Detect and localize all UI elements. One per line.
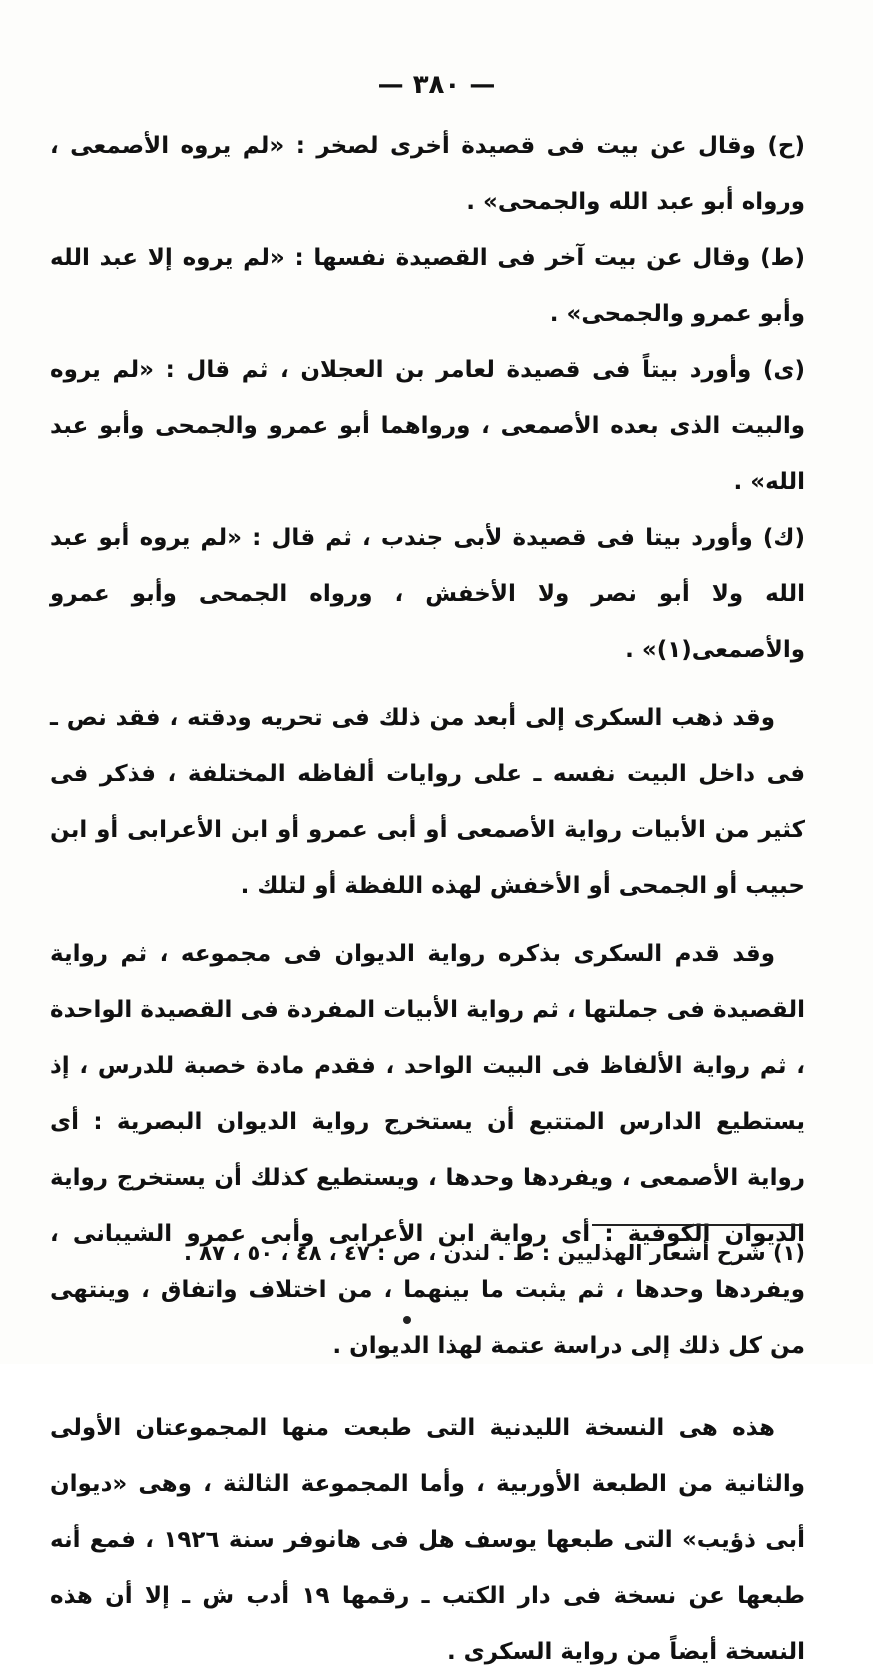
footnote: (١) شرح أشعار الهذليين : ط . لندن ، ص : ٤٧ ، ٤٨ ، ٥٠ ، ٨٧ . — [184, 1241, 805, 1265]
page-number: — ٣٨٠ — — [377, 70, 496, 100]
footnote-divider — [592, 1224, 800, 1226]
paragraph-ya: (ى) وأورد بيتاً فى قصيدة لعامر بن العجلان ، ثم قال : «لم يروه والبيت الذى بعده الأصمعى ، ورواهما أبو عمرو والجمحى وأبو عبد الله» . — [50, 357, 805, 495]
paragraph-kaf: (ك) وأورد بيتا فى قصيدة لأبى جندب ، ثم قال : «لم يروه أبو عبد الله ولا أبو نصر ولا الأخفش ، ورواه الجمحى وأبو عمرو والأصمعى(١)» . — [50, 525, 805, 663]
paragraph-sukkari-method: وقد قدم السكرى بذكره رواية الديوان فى مجموعه ، ثم رواية القصيدة فى جملتها ، ثم رواية الأبيات المفردة فى القصيدة الواحدة ، ثم رواية الألفاظ فى البيت الواحد ، فقدم مادة خصبة للدرس ، إذ يستطيع الدارس المتتبع أن يستخرج رواية الديوان البصرية : أى رواية الأصمعى ، ويفردها وحدها ، ويستطيع كذلك أن يستخرج رواية الديوان الكوفية : أى رواية ابن الأعرابى وأبى عمرو الشيبانى ، ويفردها وحدها ، ثم يثبت ما بينهما ، من اختلاف واتفاق ، وينتهى من كل ذلك إلى دراسة عتمة لهذا الديوان . — [50, 941, 805, 1359]
paragraph-ha: (ح) وقال عن بيت فى قصيدة أخرى لصخر : «لم يروه الأصمعى ، ورواه أبو عبد الله والجمحى» . — [50, 133, 805, 215]
page-mark-dot — [403, 1316, 411, 1324]
paragraph-ta: (ط) وقال عن بيت آخر فى القصيدة نفسها : «لم يروه إلا عبد الله وأبو عمرو والجمحى» . — [50, 245, 805, 327]
body-text — [50, 118, 805, 1680]
paragraph-leiden-manuscript: هذه هى النسخة الليدنية التى طبعت منها المجموعتان الأولى والثانية من الطبعة الأوربية ، وأما المجموعة الثالثة ، وهى «ديوان أبى ذؤيب» التى طبعها يوسف هل فى هانوفر سنة ١٩٢٦ ، فمع أنه طبعها عن نسخة فى دار الكتب ـ رقمها ١٩ أدب ش ـ إلا أن هذه النسخة أيضاً من رواية السكرى . — [50, 1415, 805, 1665]
paragraph-sukkari-precision: وقد ذهب السكرى إلى أبعد من ذلك فى تحريه ودقته ، فقد نص ـ فى داخل البيت نفسه ـ على روايات ألفاظه المختلفة ، فذكر فى كثير من الأبيات رواية الأصمعى أو أبى عمرو أو ابن الأعرابى أو ابن حبيب أو الجمحى أو الأخفش لهذه اللفظة أو لتلك . — [50, 705, 805, 899]
